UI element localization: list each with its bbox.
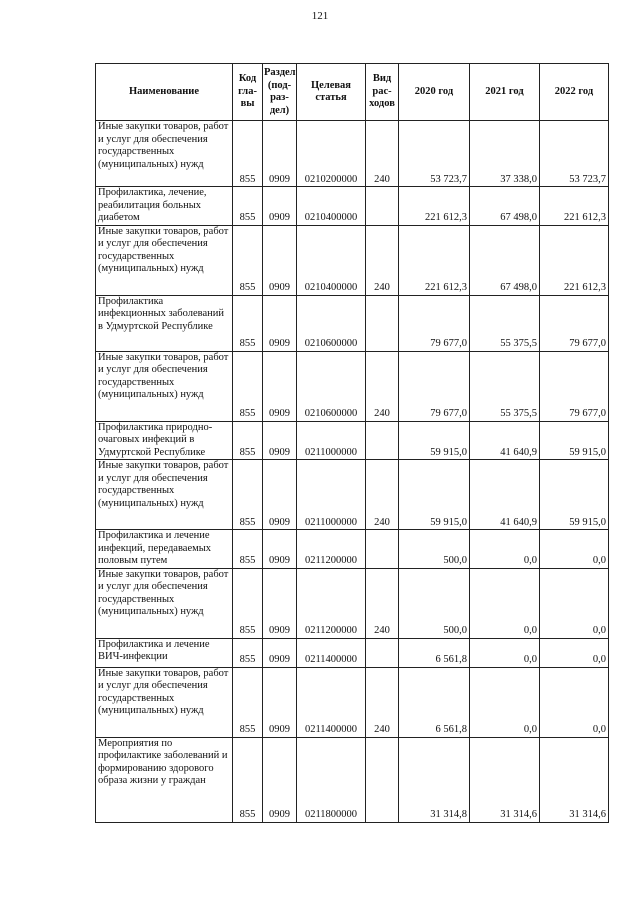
amount-2021: 67 498,0 [470, 187, 540, 226]
table-row [96, 638, 609, 667]
header-2020: 2020 год [399, 64, 470, 121]
target-article: 0211000000 [297, 421, 366, 460]
expense-type [366, 295, 399, 351]
header-2021: 2021 год [470, 64, 540, 121]
amount-2020: 59 915,0 [399, 460, 470, 530]
amount-2022: 31 314,6 [540, 737, 609, 822]
amount-2020: 79 677,0 [399, 295, 470, 351]
table-row [96, 295, 609, 351]
chapter-code: 855 [233, 460, 263, 530]
target-article: 0210600000 [297, 351, 366, 421]
table-row [96, 667, 609, 737]
table-row [96, 421, 609, 460]
expense-type: 240 [366, 225, 399, 295]
target-article: 0211400000 [297, 667, 366, 737]
amount-2020: 500,0 [399, 568, 470, 638]
amount-2022: 0,0 [540, 638, 609, 667]
expense-type: 240 [366, 667, 399, 737]
section-code: 0909 [263, 295, 297, 351]
amount-2022: 0,0 [540, 568, 609, 638]
amount-2020: 59 915,0 [399, 421, 470, 460]
target-article: 0210400000 [297, 187, 366, 226]
chapter-code: 855 [233, 568, 263, 638]
section-code: 0909 [263, 187, 297, 226]
table-row [96, 225, 609, 295]
chapter-code: 855 [233, 225, 263, 295]
amount-2021: 0,0 [470, 638, 540, 667]
row-name: Профилактика и лечение инфекций, передаваемых половым путем [96, 530, 233, 569]
amount-2021: 55 375,5 [470, 295, 540, 351]
expense-type: 240 [366, 121, 399, 187]
chapter-code: 855 [233, 530, 263, 569]
row-name: Профилактика инфекционных заболеваний в Удмуртской Республике [96, 295, 233, 351]
amount-2021: 41 640,9 [470, 460, 540, 530]
amount-2021: 41 640,9 [470, 421, 540, 460]
amount-2022: 79 677,0 [540, 295, 609, 351]
amount-2022: 221 612,3 [540, 187, 609, 226]
header-name: Наименование [96, 64, 233, 121]
amount-2020: 221 612,3 [399, 187, 470, 226]
header-expense-type: Вид рас-ходов [366, 64, 399, 121]
expense-type [366, 187, 399, 226]
section-code: 0909 [263, 530, 297, 569]
table-row [96, 460, 609, 530]
amount-2022: 221 612,3 [540, 225, 609, 295]
chapter-code: 855 [233, 121, 263, 187]
amount-2021: 55 375,5 [470, 351, 540, 421]
expense-type [366, 530, 399, 569]
section-code: 0909 [263, 351, 297, 421]
section-code: 0909 [263, 737, 297, 822]
expense-type: 240 [366, 460, 399, 530]
target-article: 0211200000 [297, 530, 366, 569]
chapter-code: 855 [233, 737, 263, 822]
amount-2020: 6 561,8 [399, 667, 470, 737]
row-name: Иные закупки товаров, работ и услуг для обеспечения государственных (муниципальных) нужд [96, 225, 233, 295]
row-name: Иные закупки товаров, работ и услуг для обеспечения государственных (муниципальных) нужд [96, 121, 233, 187]
section-code: 0909 [263, 568, 297, 638]
row-name: Иные закупки товаров, работ и услуг для обеспечения государственных (муниципальных) нужд [96, 568, 233, 638]
chapter-code: 855 [233, 351, 263, 421]
chapter-code: 855 [233, 295, 263, 351]
target-article: 0211000000 [297, 460, 366, 530]
header-2022: 2022 год [540, 64, 609, 121]
table-row [96, 568, 609, 638]
target-article: 0210400000 [297, 225, 366, 295]
budget-table [95, 63, 609, 823]
target-article: 0211800000 [297, 737, 366, 822]
amount-2021: 0,0 [470, 667, 540, 737]
table-row [96, 530, 609, 569]
row-name: Профилактика природно-очаговых инфекций в Удмуртской Республике [96, 421, 233, 460]
chapter-code: 855 [233, 187, 263, 226]
section-code: 0909 [263, 638, 297, 667]
amount-2022: 79 677,0 [540, 351, 609, 421]
amount-2022: 59 915,0 [540, 460, 609, 530]
header-target: Целевая статья [297, 64, 366, 121]
section-code: 0909 [263, 460, 297, 530]
expense-type [366, 638, 399, 667]
table-row [96, 737, 609, 822]
amount-2020: 79 677,0 [399, 351, 470, 421]
page-number: 121 [311, 10, 329, 22]
section-code: 0909 [263, 667, 297, 737]
table-body [96, 121, 609, 823]
amount-2022: 59 915,0 [540, 421, 609, 460]
target-article: 0210600000 [297, 295, 366, 351]
section-code: 0909 [263, 121, 297, 187]
row-name: Иные закупки товаров, работ и услуг для обеспечения государственных (муниципальных) нужд [96, 351, 233, 421]
amount-2021: 31 314,6 [470, 737, 540, 822]
header-chapter: Код гла-вы [233, 64, 263, 121]
row-name: Иные закупки товаров, работ и услуг для обеспечения государственных (муниципальных) нужд [96, 460, 233, 530]
row-name: Иные закупки товаров, работ и услуг для обеспечения государственных (муниципальных) нужд [96, 667, 233, 737]
amount-2021: 37 338,0 [470, 121, 540, 187]
amount-2020: 31 314,8 [399, 737, 470, 822]
expense-type: 240 [366, 568, 399, 638]
row-name: Мероприятия по профилактике заболеваний и формированию здорового образа жизни у граждан [96, 737, 233, 822]
target-article: 0211200000 [297, 568, 366, 638]
table-row [96, 351, 609, 421]
expense-type [366, 737, 399, 822]
amount-2022: 53 723,7 [540, 121, 609, 187]
chapter-code: 855 [233, 421, 263, 460]
chapter-code: 855 [233, 638, 263, 667]
amount-2022: 0,0 [540, 667, 609, 737]
amount-2021: 67 498,0 [470, 225, 540, 295]
header-section: Раздел (под-раз-дел) [263, 64, 297, 121]
expense-type: 240 [366, 351, 399, 421]
amount-2020: 53 723,7 [399, 121, 470, 187]
section-code: 0909 [263, 421, 297, 460]
amount-2020: 500,0 [399, 530, 470, 569]
table-header-row [96, 64, 609, 121]
chapter-code: 855 [233, 667, 263, 737]
target-article: 0211400000 [297, 638, 366, 667]
expense-type [366, 421, 399, 460]
row-name: Профилактика и лечение ВИЧ-инфекции [96, 638, 233, 667]
amount-2022: 0,0 [540, 530, 609, 569]
section-code: 0909 [263, 225, 297, 295]
table-row [96, 187, 609, 226]
amount-2020: 6 561,8 [399, 638, 470, 667]
target-article: 0210200000 [297, 121, 366, 187]
table-row [96, 121, 609, 187]
amount-2021: 0,0 [470, 530, 540, 569]
row-name: Профилактика, лечение, реабилитация больных диабетом [96, 187, 233, 226]
amount-2021: 0,0 [470, 568, 540, 638]
amount-2020: 221 612,3 [399, 225, 470, 295]
